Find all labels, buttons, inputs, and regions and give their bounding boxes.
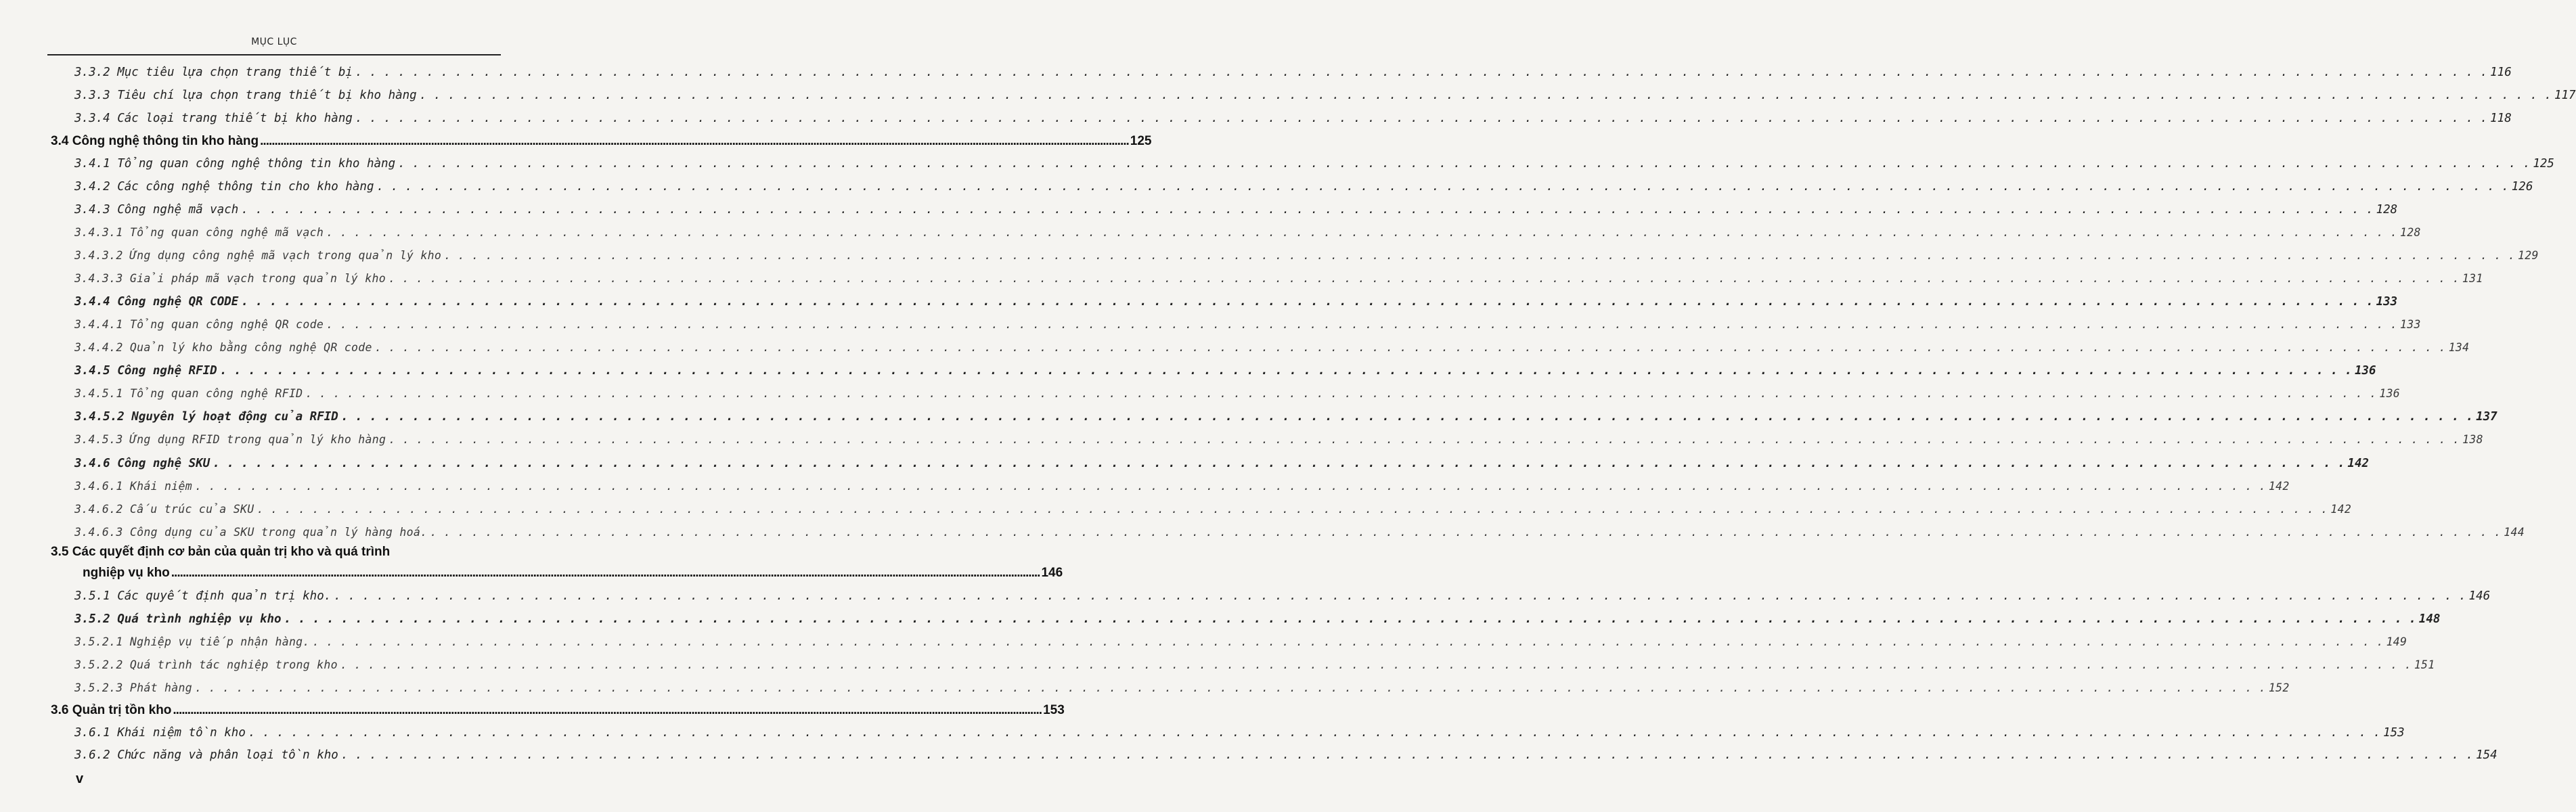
dot-leader: . . . . . . . . . . . . . . . . . . . . . . . . . . . . . . . . . . . . . . . . . . . . . . . . . . . . . . . . . . . . . . . . . . . . . . . . . . . . . . . . . . . . . . . . . . . . . . . . . . . . . . . . . . . . . . . . . . . . . . . . . . . . . . . . . . . . . . . . . . . . . . . . . . . . . . <box>241 203 2374 217</box>
toc-entry-page: 131 <box>2462 272 2483 285</box>
toc-entry-page: 149 <box>2386 635 2407 648</box>
dot-leader: . . . . . . . . . . . . . . . . . . . . . . . . . . . . . . . . . . . . . . . . . . . . . . . . . . . . . . . . . . . . . . . . . . . . . . . . . . . . . . . . . . . . . . . . . . . . . . . . . . . . . . . . . . . . . . . . . . . . . . . . . . . . . . . . . . . . . . . . . . . . . . . . . . . . . . <box>355 66 2488 79</box>
toc-entry-page: 146 <box>2468 589 2491 603</box>
dot-leader: . . . . . . . . . . . . . . . . . . . . . . . . . . . . . . . . . . . . . . . . . . . . . . . . . . . . . . . . . . . . . . . . . . . . . . . . . . . . . . . . . . . . . . . . . . . . . . . . . . . . . . . . . . . . . . . . . . . . . . . . . . . . . . . . . . . . . . . . . . . . . . . . . . . . . . <box>241 295 2374 309</box>
toc-entry-page: 129 <box>2518 249 2539 262</box>
toc-entry-3-4-6-2[interactable] <box>74 503 2352 516</box>
toc-entry-page: 133 <box>2400 318 2421 331</box>
dot-leader: . . . . . . . . . . . . . . . . . . . . . . . . . . . . . . . . . . . . . . . . . . . . . . . . . . . . . . . . . . . . . . . . . . . . . . . . . . . . . . . . . . . . . . . . . . . . . . . . . . . . . . . . . . . . . . . . . . . . . . . . . . . . . . . . . . . . . . . . . . . . . . . . . . . . . . <box>376 180 2509 194</box>
toc-entry-label: 3.5.2.3 Phát hàng <box>74 681 192 694</box>
toc-entry-label: 3.4.6.3 Công dụng của SKU trong quản lý hàng hoá. <box>74 526 428 539</box>
toc-entry-page: 128 <box>2400 226 2421 239</box>
toc-entry-label: 3.4.2 Các công nghệ thông tin cho kho hàng <box>74 180 374 194</box>
dot-leader: . . . . . . . . . . . . . . . . . . . . . . . . . . . . . . . . . . . . . . . . . . . . . . . . . . . . . . . . . . . . . . . . . . . . . . . . . . . . . . . . . . . . . . . . . . . . . . . . . . . . . . . . . . . . . . . . . . . . . . . . . . . . . . . . . . . . . . . . . . . . . . . . . . . . . . <box>430 526 2502 539</box>
toc-entry-3-4-4-1[interactable] <box>74 318 2421 331</box>
dot-leader: . . . . . . . . . . . . . . . . . . . . . . . . . . . . . . . . . . . . . . . . . . . . . . . . . . . . . . . . . . . . . . . . . . . . . . . . . . . . . . . . . . . . . . . . . . . . . . . . . . . . . . . . . . . . . . . . . . . . . . . . . . . . . . . . . . . . . . . . . . . . . . . . . . . . . . <box>326 318 2398 331</box>
dot-leader: . . . . . . . . . . . . . . . . . . . . . . . . . . . . . . . . . . . . . . . . . . . . . . . . . . . . . . . . . . . . . . . . . . . . . . . . . . . . . . . . . . . . . . . . . . . . . . . . . . . . . . . . . . . . . . . . . . . . . . . . . . . . . . . . . . . . . . . . . . . . . . . . . . . . . . <box>340 410 2474 424</box>
toc-entry-label: 3.6.2 Chức năng và phân loại tồn kho <box>74 748 338 762</box>
toc-entry-3-4-2[interactable] <box>74 180 2533 194</box>
dot-leader: . . . . . . . . . . . . . . . . . . . . . . . . . . . . . . . . . . . . . . . . . . . . . . . . . . . . . . . . . . . . . . . . . . . . . . . . . . . . . . . . . . . . . . . . . . . . . . . . . . . . . . . . . . . . . . . . . . . . . . . . . . . . . . . . . . . . . . . . . . . . . . . . . . . . . . <box>388 433 2460 446</box>
toc-entry-page: 142 <box>2268 480 2290 493</box>
toc-section-label: 3.4 Công nghệ thông tin kho hàng <box>51 134 259 148</box>
dot-leader: . . . . . . . . . . . . . . . . . . . . . . . . . . . . . . . . . . . . . . . . . . . . . . . . . . . . . . . . . . . . . . . . . . . . . . . . . . . . . . . . . . . . . . . . . . . . . . . . . . . . . . . . . . . . . . . . . . . . . . . . . . . . . . . . . . . . . . . . . . . . . . . . . . . . . . <box>257 503 2328 516</box>
dot-leader: . . . . . . . . . . . . . . . . . . . . . . . . . . . . . . . . . . . . . . . . . . . . . . . . . . . . . . . . . . . . . . . . . . . . . . . . . . . . . . . . . . . . . . . . . . . . . . . . . . . . . . . . . . . . . . . . . . . . . . . . . . . . . . . . . . . . . . . . . . . . . . . . . . . . . . <box>419 89 2552 102</box>
toc-section-3-4[interactable] <box>51 134 1152 149</box>
toc-entry-label: 3.4.5 Công nghệ RFID <box>74 364 217 378</box>
dot-leader: . . . . . . . . . . . . . . . . . . . . . . . . . . . . . . . . . . . . . . . . . . . . . . . . . . . . . . . . . . . . . . . . . . . . . . . . . . . . . . . . . . . . . . . . . . . . . . . . . . . . . . . . . . . . . . . . . . . . . . . . . . . . . . . . . . . . . . . . . . . . . . . . . . . . . . <box>284 612 2416 626</box>
dot-leader: . . . . . . . . . . . . . . . . . . . . . . . . . . . . . . . . . . . . . . . . . . . . . . . . . . . . . . . . . . . . . . . . . . . . . . . . . . . . . . . . . . . . . . . . . . . . . . . . . . . . . . . . . . . . . . . . . . . . . . . . . . . . . . . . . . . . . . . . . . . . . . . . . . . . . . <box>194 681 2266 694</box>
toc-entry-3-5-2[interactable] <box>74 612 2441 626</box>
toc-entry-label: 3.4.3.1 Tổng quan công nghệ mã vạch <box>74 226 324 239</box>
toc-entry-label: 3.4.3.2 Ứng dụng công nghệ mã vạch trong quản lý kho <box>74 249 442 262</box>
toc-entry-3-4-4-2[interactable] <box>74 341 2470 354</box>
toc-entry-page: 154 <box>2476 748 2497 762</box>
toc-entry-page: 116 <box>2490 66 2512 79</box>
toc-entry-label: 3.5.2 Quá trình nghiệp vụ kho <box>74 612 282 626</box>
page-header <box>47 32 501 55</box>
toc-entry-page: 148 <box>2418 612 2441 626</box>
toc-entry-page: 152 <box>2268 681 2290 694</box>
page-title: MỤC LỤC <box>251 37 297 47</box>
toc-section-page: 125 <box>1130 134 1152 148</box>
toc-entry-3-5-1[interactable] <box>74 589 2491 603</box>
toc-entry-page: 118 <box>2490 112 2512 125</box>
toc-entry-3-4-5-1[interactable] <box>74 387 2401 400</box>
toc-section-label: nghiệp vụ kho <box>83 566 170 580</box>
toc-entry-label: 3.4.5.2 Nguyên lý hoạt động của RFID <box>74 410 338 424</box>
dot-leader: . . . . . . . . . . . . . . . . . . . . . . . . . . . . . . . . . . . . . . . . . . . . . . . . . . . . . . . . . . . . . . . . . . . . . . . . . . . . . . . . . . . . . . . . . . . . . . . . . . . . . . . . . . . . . . . . . . . . . . . . . . . . . . . . . . . . . . . . . . . . . . . . . . . . . . <box>374 341 2446 354</box>
toc-section-page: 153 <box>1043 703 1065 717</box>
toc-entry-page: 136 <box>2379 387 2401 400</box>
toc-entry-3-4-6[interactable] <box>74 457 2370 470</box>
dot-leader: . . . . . . . . . . . . . . . . . . . . . . . . . . . . . . . . . . . . . . . . . . . . . . . . . . . . . . . . . . . . . . . . . . . . . . . . . . . . . . . . . . . . . . . . . . . . . . . . . . . . . . . . . . . . . . . . . . . . . . . . . . . . . . . . . . . . . . . . . . . . . . . . . . . . . . <box>340 658 2412 671</box>
toc-entry-3-4-5[interactable] <box>74 364 2376 378</box>
toc-entry-label: 3.4.5.1 Tổng quan công nghệ RFID <box>74 387 303 400</box>
toc-section-3-6[interactable] <box>51 703 1065 718</box>
toc-entry-page: 153 <box>2383 726 2405 740</box>
toc-entry-page: 144 <box>2504 526 2525 539</box>
toc-entry-label: 3.4.6 Công nghệ SKU <box>74 457 210 470</box>
dot-leader: . . . . . . . . . . . . . . . . . . . . . . . . . . . . . . . . . . . . . . . . . . . . . . . . . . . . . . . . . . . . . . . . . . . . . . . . . . . . . . . . . . . . . . . . . . . . . . . . . . . . . . . . . . . . . . . . . . . . . . . . . . . . . . . . . . . . . . . . . . . . . . . . . . . . . . <box>388 272 2460 285</box>
dot-leader: ............................................................................................................................................................................................................................................................................................................ <box>171 566 1040 580</box>
toc-entry-3-3-4[interactable] <box>74 112 2512 125</box>
toc-entry-3-4-5-2[interactable] <box>74 410 2497 424</box>
page-number-footer: v <box>76 771 84 786</box>
toc-entry-3-5-2-3[interactable] <box>74 681 2290 694</box>
toc-entry-label: 3.3.3 Tiêu chí lựa chọn trang thiết bị kho hàng <box>74 89 417 102</box>
dot-leader: . . . . . . . . . . . . . . . . . . . . . . . . . . . . . . . . . . . . . . . . . . . . . . . . . . . . . . . . . . . . . . . . . . . . . . . . . . . . . . . . . . . . . . . . . . . . . . . . . . . . . . . . . . . . . . . . . . . . . . . . . . . . . . . . . . . . . . . . . . . . . . . . . . . . . . <box>355 112 2488 125</box>
toc-entry-page: 126 <box>2511 180 2533 194</box>
toc-section-page: 146 <box>1041 566 1063 580</box>
toc-entry-label: 3.4.6.2 Cấu trúc của SKU <box>74 503 254 516</box>
toc-entry-label: 3.4.5.3 Ứng dụng RFID trong quản lý kho hàng <box>74 433 386 446</box>
toc-entry-3-4-3-3[interactable] <box>74 272 2483 285</box>
toc-entry-3-5-2-1[interactable] <box>74 635 2407 648</box>
toc-entry-label: 3.4.4 Công nghệ QR CODE <box>74 295 239 309</box>
toc-entry-label: 3.4.3 Công nghệ mã vạch <box>74 203 239 217</box>
toc-entry-3-4-1[interactable] <box>74 157 2554 171</box>
toc-entry-3-6-2[interactable] <box>74 748 2497 762</box>
toc-entry-page: 142 <box>2330 503 2352 516</box>
toc-entry-label: 3.4.1 Tổng quan công nghệ thông tin kho hàng <box>74 157 396 171</box>
toc-entry-3-4-3[interactable] <box>74 203 2398 217</box>
dot-leader: . . . . . . . . . . . . . . . . . . . . . . . . . . . . . . . . . . . . . . . . . . . . . . . . . . . . . . . . . . . . . . . . . . . . . . . . . . . . . . . . . . . . . . . . . . . . . . . . . . . . . . . . . . . . . . . . . . . . . . . . . . . . . . . . . . . . . . . . . . . . . . . . . . . . . . <box>334 589 2466 603</box>
dot-leader: . . . . . . . . . . . . . . . . . . . . . . . . . . . . . . . . . . . . . . . . . . . . . . . . . . . . . . . . . . . . . . . . . . . . . . . . . . . . . . . . . . . . . . . . . . . . . . . . . . . . . . . . . . . . . . . . . . . . . . . . . . . . . . . . . . . . . . . . . . . . . . . . . . . . . . <box>248 726 2381 740</box>
dot-leader: . . . . . . . . . . . . . . . . . . . . . . . . . . . . . . . . . . . . . . . . . . . . . . . . . . . . . . . . . . . . . . . . . . . . . . . . . . . . . . . . . . . . . . . . . . . . . . . . . . . . . . . . . . . . . . . . . . . . . . . . . . . . . . . . . . . . . . . . . . . . . . . . . . . . . . <box>219 364 2352 378</box>
toc-entry-page: 137 <box>2476 410 2497 424</box>
dot-leader: . . . . . . . . . . . . . . . . . . . . . . . . . . . . . . . . . . . . . . . . . . . . . . . . . . . . . . . . . . . . . . . . . . . . . . . . . . . . . . . . . . . . . . . . . . . . . . . . . . . . . . . . . . . . . . . . . . . . . . . . . . . . . . . . . . . . . . . . . . . . . . . . . . . . . . <box>194 480 2266 493</box>
toc-entry-3-4-6-1[interactable] <box>74 480 2290 493</box>
toc-entry-3-6-1[interactable] <box>74 726 2405 740</box>
toc-entry-page: 151 <box>2414 658 2435 671</box>
toc-entry-3-4-3-1[interactable] <box>74 226 2421 239</box>
toc-entry-3-3-2[interactable] <box>74 66 2512 79</box>
dot-leader: . . . . . . . . . . . . . . . . . . . . . . . . . . . . . . . . . . . . . . . . . . . . . . . . . . . . . . . . . . . . . . . . . . . . . . . . . . . . . . . . . . . . . . . . . . . . . . . . . . . . . . . . . . . . . . . . . . . . . . . . . . . . . . . . . . . . . . . . . . . . . . . . . . . . . . <box>213 457 2345 470</box>
toc-entry-label: 3.3.2 Mục tiêu lựa chọn trang thiết bị <box>74 66 353 79</box>
toc-entry-3-4-4[interactable] <box>74 295 2398 309</box>
toc-entry-page: 117 <box>2554 89 2576 102</box>
toc-entry-label: 3.4.6.1 Khái niệm <box>74 480 192 493</box>
toc-entry-label: 3.6.1 Khái niệm tồn kho <box>74 726 246 740</box>
dot-leader: . . . . . . . . . . . . . . . . . . . . . . . . . . . . . . . . . . . . . . . . . . . . . . . . . . . . . . . . . . . . . . . . . . . . . . . . . . . . . . . . . . . . . . . . . . . . . . . . . . . . . . . . . . . . . . . . . . . . . . . . . . . . . . . . . . . . . . . . . . . . . . . . . . . . . . <box>340 748 2474 762</box>
toc-entry-page: 134 <box>2448 341 2470 354</box>
toc-section-3-5-line1[interactable]: 3.5 Các quyết định cơ bản của quản trị kho và quá trình <box>51 545 391 559</box>
toc-entry-label: 3.3.4 Các loại trang thiết bị kho hàng <box>74 112 353 125</box>
toc-entry-3-4-6-3[interactable] <box>74 526 2525 539</box>
toc-entry-label: 3.4.4.1 Tổng quan công nghệ QR code <box>74 318 324 331</box>
toc-entry-label: 3.4.3.3 Giải pháp mã vạch trong quản lý kho <box>74 272 386 285</box>
dot-leader: ............................................................................................................................................................................................................................................................................................................ <box>173 703 1042 717</box>
toc-entry-3-3-3[interactable] <box>74 89 2576 102</box>
toc-entry-page: 125 <box>2533 157 2554 171</box>
dot-leader: ............................................................................................................................................................................................................................................................................................................ <box>260 134 1129 148</box>
toc-entry-page: 136 <box>2354 364 2376 378</box>
toc-entry-label: 3.4.4.2 Quản lý kho bằng công nghệ QR code <box>74 341 372 354</box>
dot-leader: . . . . . . . . . . . . . . . . . . . . . . . . . . . . . . . . . . . . . . . . . . . . . . . . . . . . . . . . . . . . . . . . . . . . . . . . . . . . . . . . . . . . . . . . . . . . . . . . . . . . . . . . . . . . . . . . . . . . . . . . . . . . . . . . . . . . . . . . . . . . . . . . . . . . . . <box>444 249 2516 262</box>
toc-section-label: 3.6 Quản trị tồn kho <box>51 703 172 717</box>
toc-entry-page: 128 <box>2376 203 2398 217</box>
toc-entry-label: 3.5.2.1 Nghiệp vụ tiếp nhận hàng. <box>74 635 310 648</box>
toc-entry-page: 142 <box>2347 457 2370 470</box>
dot-leader: . . . . . . . . . . . . . . . . . . . . . . . . . . . . . . . . . . . . . . . . . . . . . . . . . . . . . . . . . . . . . . . . . . . . . . . . . . . . . . . . . . . . . . . . . . . . . . . . . . . . . . . . . . . . . . . . . . . . . . . . . . . . . . . . . . . . . . . . . . . . . . . . . . . . . . <box>398 157 2531 171</box>
dot-leader: . . . . . . . . . . . . . . . . . . . . . . . . . . . . . . . . . . . . . . . . . . . . . . . . . . . . . . . . . . . . . . . . . . . . . . . . . . . . . . . . . . . . . . . . . . . . . . . . . . . . . . . . . . . . . . . . . . . . . . . . . . . . . . . . . . . . . . . . . . . . . . . . . . . . . . <box>305 387 2377 400</box>
toc-entry-label: 3.5.1 Các quyết định quản trị kho. <box>74 589 332 603</box>
toc-entry-page: 133 <box>2376 295 2398 309</box>
toc-section-3-5[interactable] <box>83 566 1063 581</box>
toc-entry-3-5-2-2[interactable] <box>74 658 2435 671</box>
toc-entry-page: 138 <box>2462 433 2483 446</box>
dot-leader: . . . . . . . . . . . . . . . . . . . . . . . . . . . . . . . . . . . . . . . . . . . . . . . . . . . . . . . . . . . . . . . . . . . . . . . . . . . . . . . . . . . . . . . . . . . . . . . . . . . . . . . . . . . . . . . . . . . . . . . . . . . . . . . . . . . . . . . . . . . . . . . . . . . . . . <box>312 635 2384 648</box>
dot-leader: . . . . . . . . . . . . . . . . . . . . . . . . . . . . . . . . . . . . . . . . . . . . . . . . . . . . . . . . . . . . . . . . . . . . . . . . . . . . . . . . . . . . . . . . . . . . . . . . . . . . . . . . . . . . . . . . . . . . . . . . . . . . . . . . . . . . . . . . . . . . . . . . . . . . . . <box>326 226 2398 239</box>
toc-entry-3-4-5-3[interactable] <box>74 433 2483 446</box>
toc-entry-label: 3.5.2.2 Quá trình tác nghiệp trong kho <box>74 658 338 671</box>
toc-entry-3-4-3-2[interactable] <box>74 249 2539 262</box>
